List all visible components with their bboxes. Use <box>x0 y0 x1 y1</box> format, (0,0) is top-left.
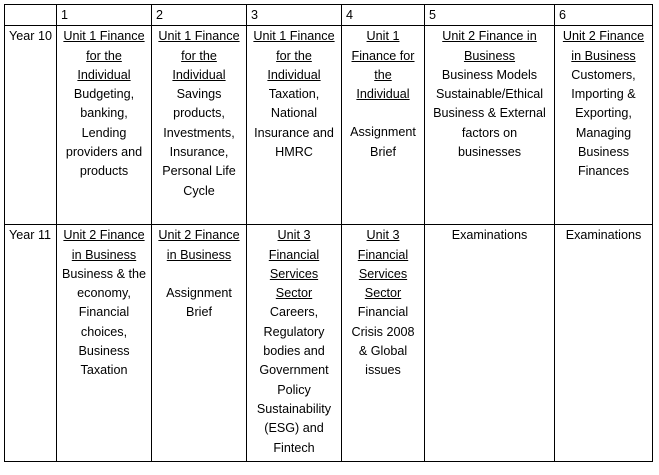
unit-topics: Examinations <box>565 228 642 243</box>
unit-topics: Financial Crisis 2008 & Global issues <box>351 305 415 378</box>
header-term-3: 3 <box>247 5 342 26</box>
unit-title: Unit 2 Finance in Business <box>562 29 645 63</box>
unit-topics: Taxation, National Insurance and HMRC <box>254 87 334 160</box>
header-term-2: 2 <box>152 5 247 26</box>
unit-topics: Customers, Importing & Exporting, Managing Business Finances <box>571 67 636 179</box>
table-cell <box>425 26 555 225</box>
unit-title: Unit 2 Finance in Business <box>63 228 145 262</box>
header-corner <box>5 5 57 26</box>
header-term-6: 6 <box>555 5 653 26</box>
table-cell <box>555 26 653 225</box>
unit-title: Unit 1 Finance for the Individual <box>351 29 415 102</box>
table-cell <box>152 225 247 462</box>
curriculum-table <box>4 4 653 462</box>
header-row <box>5 5 653 26</box>
unit-topics: Careers, Regulatory bodies and Government Policy Sustainability (ESG) and Fintech <box>256 305 332 455</box>
header-term-1: 1 <box>57 5 152 26</box>
table-cell <box>152 26 247 225</box>
unit-topics: Examinations <box>451 228 528 243</box>
spacer <box>156 265 242 284</box>
unit-title: Unit 2 Finance in Business <box>158 228 240 262</box>
table-cell <box>425 225 555 462</box>
unit-topics: Business Models Sustainable/Ethical Business & External factors on businesses <box>433 67 546 160</box>
unit-title: Unit 1 Finance for the Individual <box>63 29 145 82</box>
unit-topics: Budgeting, banking, Lending providers and products <box>65 87 143 179</box>
unit-title: Unit 3 Financial Services Sector <box>268 228 320 301</box>
unit-title: Unit 1 Finance for the Individual <box>158 29 240 82</box>
table-cell <box>342 26 425 225</box>
table-cell <box>57 26 152 225</box>
unit-title: Unit 1 Finance for the Individual <box>253 29 335 82</box>
unit-title: Unit 3 Financial Services Sector <box>357 228 409 301</box>
unit-title: Unit 2 Finance in Business <box>442 29 537 63</box>
year-label: Year 10 <box>5 26 57 225</box>
header-term-5: 5 <box>425 5 555 26</box>
table-cell <box>247 225 342 462</box>
unit-topics: Assignment Brief <box>350 125 416 159</box>
header-term-4: 4 <box>342 5 425 26</box>
year-label: Year 11 <box>5 225 57 462</box>
table-row-year-10 <box>5 26 653 225</box>
unit-topics: Assignment Brief <box>166 285 232 320</box>
spacer <box>346 104 420 123</box>
table-cell <box>247 26 342 225</box>
table-row-year-11 <box>5 225 653 462</box>
unit-topics: Savings products, Investments, Insurance, Personal Life Cycle <box>162 87 236 198</box>
table-cell <box>342 225 425 462</box>
table-cell <box>555 225 653 462</box>
unit-topics: Business & the economy, Financial choices, Business Taxation <box>61 266 146 378</box>
table-cell <box>57 225 152 462</box>
